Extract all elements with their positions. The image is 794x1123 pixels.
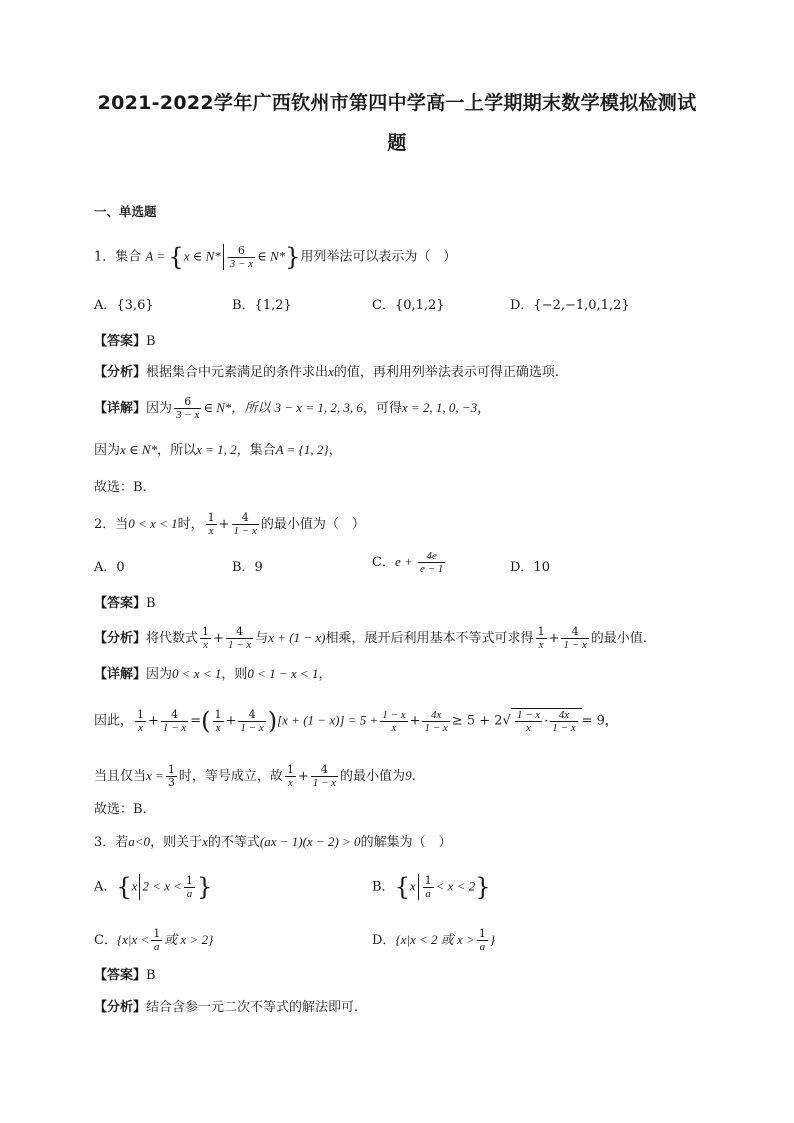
question-3-answer: 【答案】B	[94, 968, 156, 983]
question-1-conclusion: 故选：B.	[94, 480, 147, 495]
document-title-line1: 2021-2022学年广西钦州市第四中学高一上学期期末数学模拟检测试	[97, 92, 697, 114]
section-heading: 一、单选题	[94, 204, 157, 219]
question-1-option-c: C．{0,1,2}	[372, 298, 445, 313]
question-1-detail-line1: 【详解】因为 $\frac{6}{3 - x}$ ∈ N*，所以 3 − x = 1, 2, 3, 6，可得x = 2, 1, 0, −3，	[94, 395, 491, 421]
question-2-option-b: B．9	[232, 560, 263, 575]
question-2-detail-line2: 因此， $\frac{1}{x}$ + $\frac{4}{1 - x}$ =( $\frac{1}{x}$ + $\frac{4}{1 - x}$ )[x + (1 − x)] = 5 + $\frac{1 - x}{x}$ + $\frac{4x}{1 - x}$ ≥ 5 + 2√ $\frac{1 - x}{x}$ · $\frac{4x}{1 - x}$ = 9，	[94, 707, 618, 735]
question-2-analysis: 【分析】将代数式 $\frac{1}{x}$ + $\frac{4}{1 - x}$ 与x + (1 − x)相乘，展开后利用基本不等式可求得 $\frac{1}{x}$ + $\frac{4}{1 - x}$ 的最小值.	[94, 625, 647, 651]
question-3-option-b: B．{x $\frac{1}{a}$ < x < 2}	[372, 873, 491, 901]
question-2-detail-line3: 当且仅当x = $\frac{1}{3}$ 时，等号成立，故 $\frac{1}{x}$ + $\frac{4}{1 - x}$ 的最小值为9.	[94, 763, 416, 789]
question-2-conclusion: 故选：B.	[94, 802, 147, 817]
question-2-option-a: A．0	[94, 560, 125, 575]
question-3-analysis: 【分析】结合含参一元二次不等式的解法即可.	[94, 1000, 359, 1015]
question-1-answer: 【答案】B	[94, 334, 156, 349]
question-1-option-b: B．{1,2}	[232, 298, 292, 313]
question-2-detail-line1: 【详解】因为0 < x < 1，则0 < 1 − x < 1，	[94, 666, 332, 682]
question-2-answer: 【答案】B	[94, 596, 156, 611]
question-1-stem: 1．集合 A = {x ∈ N* $\frac{6}{3 - x}$ ∈ N*}用列举法可以表示为（ ）	[94, 243, 457, 271]
document-title-line2: 题	[387, 132, 407, 154]
question-1-analysis: 【分析】根据集合中元素满足的条件求出x的值，再利用列举法表示可得正确选项.	[94, 364, 559, 380]
question-2-option-c: C．e + $\frac{4e}{e - 1}$	[372, 550, 444, 575]
question-1-option-d: D．{−2,−1,0,1,2}	[510, 298, 630, 313]
question-1-detail-line2: 因为x ∈ N*，所以x = 1, 2，集合A = {1, 2}，	[94, 442, 342, 458]
question-3-option-a: A．{x 2 < x < $\frac{1}{a}$ }	[94, 873, 213, 901]
question-3-stem: 3．若a<0，则关于x的不等式(ax − 1)(x − 2) > 0的解集为（ ）	[94, 834, 452, 850]
question-3-option-c: C．{x|x < $\frac{1}{a}$ 或 x > 2}	[94, 927, 214, 953]
question-2-stem: 2．当0 < x < 1时， $\frac{1}{x}$ + $\frac{4}{1 - x}$ 的最小值为（ ）	[94, 511, 365, 537]
question-1-option-a: A．{3,6}	[94, 298, 154, 313]
question-2-option-d: D．10	[510, 560, 550, 575]
question-3-option-d: D．{x|x < 2 或 x > $\frac{1}{a}$ }	[372, 927, 496, 953]
